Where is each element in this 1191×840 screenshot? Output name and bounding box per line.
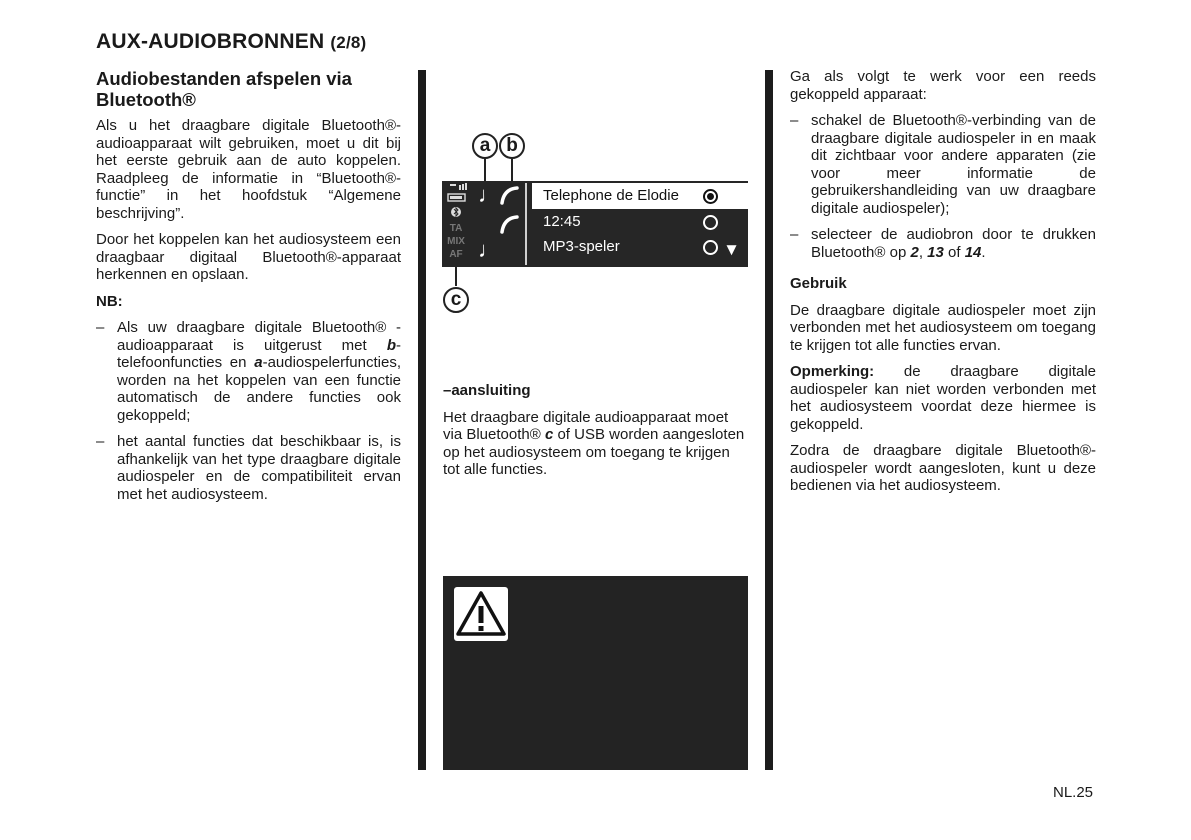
ref-letter-c: c	[544, 426, 554, 443]
music-note-icon: ♩	[478, 182, 500, 207]
ref-letter-b: b	[386, 336, 396, 354]
paragraph: Als u het draagbare digitale Bluetooth®-audioapparaat wilt gebruiken, moet u dit bij het eerste gebruik aan de auto koppelen. Raadpleeg de informatie in “Bluetooth®-functie” in het hoofdstuk “Algemene beschrijving”.	[96, 117, 401, 222]
list-text: -audiospelerfuncties, worden na het koppelen van een functie automatisch de andere functies ook gekoppeld;	[117, 354, 401, 424]
list-text: .	[981, 243, 986, 261]
paragraph: Ga als volgt te werk voor een reeds gekoppeld apparaat:	[790, 68, 1096, 103]
paragraph: Door het koppelen kan het audiosysteem een draagbaar digitaal Bluetooth®-apparaat herkennen en opslaan.	[96, 231, 401, 283]
section-heading: Audiobestanden afspelen via Bluetooth®	[96, 68, 352, 110]
list-dash: –	[96, 319, 105, 336]
phone-icon	[498, 213, 520, 239]
button-ref: 2	[910, 243, 919, 261]
radio-empty-icon	[703, 215, 718, 230]
source-row-selected[interactable]	[532, 183, 748, 209]
audio-display	[442, 181, 748, 267]
radio-selected-icon	[703, 189, 718, 204]
button-ref: 13	[927, 243, 944, 261]
callout-a: a	[472, 133, 498, 159]
source-name: 12:45	[543, 213, 581, 230]
page-number: NL.25	[1053, 784, 1094, 801]
source-name: Telephone de Elodie	[543, 187, 679, 204]
note-label: NB:	[96, 292, 123, 310]
paragraph	[790, 363, 1096, 433]
display-separator	[525, 183, 527, 265]
list-item	[790, 226, 1096, 261]
list-text: selecteer de audiobron door te drukken Bluetooth® op	[811, 226, 1096, 261]
list-item	[96, 319, 401, 424]
warning-icon	[454, 587, 508, 641]
callout-c: c	[443, 287, 469, 313]
page-title	[96, 30, 366, 54]
mix-label: MIX	[447, 236, 465, 247]
paragraph-text: Het draagbare digitale audioapparaat moet via Bluetooth®	[443, 408, 729, 443]
af-label: AF	[449, 249, 463, 260]
section-heading: Gebruik	[790, 275, 847, 292]
list-dash: –	[790, 226, 799, 243]
section-heading: –aansluiting	[443, 382, 531, 399]
list-text: -telefoonfuncties en	[117, 336, 401, 371]
button-ref: 14	[964, 243, 982, 261]
source-row[interactable]	[532, 209, 748, 235]
status-column	[442, 181, 470, 267]
radio-empty-icon	[703, 240, 718, 255]
column-left	[96, 68, 401, 512]
source-row[interactable]	[532, 234, 748, 260]
scroll-down-icon[interactable]: ▼	[723, 240, 740, 259]
phone-icon	[498, 184, 520, 210]
list-text: Als uw draagbare digitale Bluetooth® -audioapparaat is uitgerust met	[117, 319, 401, 354]
callout-b: b	[499, 133, 525, 159]
list-text: of	[943, 243, 965, 261]
ta-label: TA	[449, 223, 463, 234]
signal-battery-bt-icons	[442, 181, 470, 217]
warning-box	[443, 576, 748, 770]
paragraph-text: of USB worden aangesloten op het audiosysteem om toegang te krijgen tot alle functies.	[443, 426, 745, 478]
page-title-text: AUX-AUDIOBRONNEN	[96, 30, 325, 53]
list-text: ,	[918, 243, 928, 261]
list-dash: –	[96, 433, 105, 450]
list-dash: –	[790, 112, 799, 129]
paragraph: Zodra de draagbare digitale Bluetooth®-audiospeler wordt aangesloten, kunt u deze bedienen via het audiosysteem.	[790, 442, 1096, 494]
list-text: schakel de Bluetooth®-verbinding van de draagbare digitale audiospeler in en maak dit zichtbaar voor andere apparaten (zie voor meer informatie de gebruikershandleiding van uw draagbare digitale audiospeler);	[811, 112, 1096, 217]
source-name: MP3-speler	[543, 238, 620, 255]
column-right	[790, 68, 1096, 504]
column-divider	[418, 70, 426, 770]
paragraph: De draagbare digitale audiospeler moet zijn verbonden met het audiosysteem om toegang te krijgen tot alle functies ervan.	[790, 301, 1096, 354]
column-divider	[765, 70, 773, 770]
list-item	[96, 433, 401, 503]
paragraph-text: de draagbare digitale audiospeler kan niet worden verbonden met het audiosysteem voordat deze hiermee is gekoppeld.	[790, 363, 1096, 433]
column-middle	[443, 382, 749, 488]
list-item	[790, 112, 1096, 217]
ref-letter-a: a	[254, 354, 263, 371]
remark-label: Opmerking:	[790, 363, 875, 380]
paragraph	[443, 409, 749, 479]
page-title-suffix: (2/8)	[330, 33, 367, 52]
list-text: het aantal functies dat beschikbaar is, is afhankelijk van het type draagbare digitale audiospeler en de compatibiliteit ervan met het audiosysteem.	[117, 433, 401, 503]
music-note-icon: ♩	[478, 237, 500, 262]
